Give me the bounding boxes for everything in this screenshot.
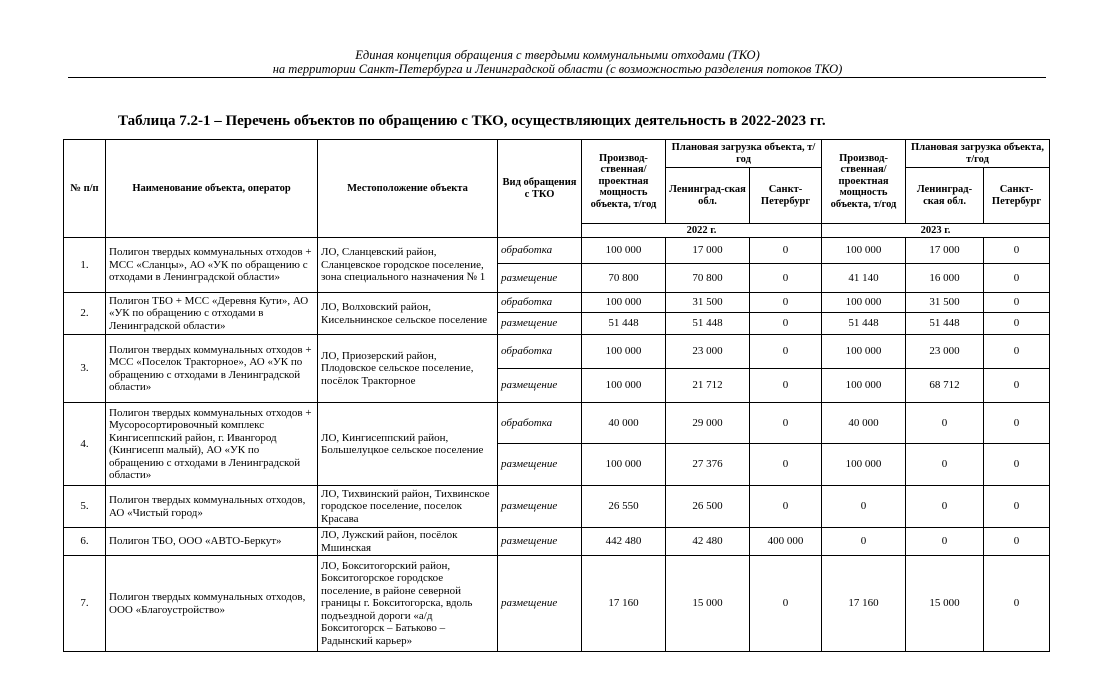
capacity-2022: 100 000 [582, 369, 666, 403]
load-spb-2022: 0 [750, 369, 822, 403]
table-row [64, 528, 1050, 556]
load-lo-2022: 51 448 [666, 313, 750, 335]
capacity-2022: 100 000 [582, 238, 666, 264]
capacity-2022: 100 000 [582, 335, 666, 369]
load-lo-2022: 17 000 [666, 238, 750, 264]
load-spb-2022: 0 [750, 335, 822, 369]
load-spb-2022: 0 [750, 486, 822, 528]
facility-name: Полигон твердых коммунальных отходов, ООО «Благоустройство» [106, 556, 318, 652]
facility-location: ЛО, Лужский район, посёлок Мшинская [318, 528, 498, 556]
load-lo-2023: 51 448 [906, 313, 984, 335]
activity-type: размещение [498, 369, 582, 403]
load-lo-2022: 26 500 [666, 486, 750, 528]
load-lo-2022: 29 000 [666, 403, 750, 444]
capacity-2023: 100 000 [822, 335, 906, 369]
load-spb-2023: 0 [984, 293, 1050, 313]
activity-type: размещение [498, 444, 582, 486]
activity-type: обработка [498, 403, 582, 444]
load-lo-2023: 68 712 [906, 369, 984, 403]
activity-type: обработка [498, 335, 582, 369]
load-lo-2023: 0 [906, 403, 984, 444]
facility-name: Полигон ТБО + МСС «Деревня Кути», АО «УК по обращению с отходами в Ленинградской области» [106, 293, 318, 335]
header-year-2023: 2023 г. [822, 224, 1050, 238]
table-row [64, 556, 1050, 652]
activity-type: обработка [498, 293, 582, 313]
table-row [64, 238, 1050, 264]
capacity-2023: 100 000 [822, 238, 906, 264]
capacity-2023: 51 448 [822, 313, 906, 335]
table-row [64, 335, 1050, 369]
load-lo-2022: 21 712 [666, 369, 750, 403]
load-spb-2022: 0 [750, 313, 822, 335]
load-spb-2022: 0 [750, 293, 822, 313]
facility-name: Полигон твердых коммунальных отходов + МСС «Сланцы», АО «УК по обращению с отходами в Ленинградской области» [106, 238, 318, 293]
facilities-table [63, 139, 1050, 652]
header-activity: Вид обращения с ТКО [498, 140, 582, 238]
load-spb-2022: 0 [750, 238, 822, 264]
row-number: 2. [64, 293, 106, 335]
facility-location: ЛО, Сланцевский район, Сланцевское городское поселение, зона специального назначения № 1 [318, 238, 498, 293]
capacity-2022: 17 160 [582, 556, 666, 652]
activity-type: обработка [498, 238, 582, 264]
running-header-line-2: на территории Санкт-Петербурга и Ленинградской области (с возможностью разделения потоков ТКО) [272, 62, 843, 76]
activity-type: размещение [498, 264, 582, 293]
header-name: Наименование объекта, оператор [106, 140, 318, 238]
capacity-2022: 442 480 [582, 528, 666, 556]
table-caption: Таблица 7.2-1 – Перечень объектов по обращению с ТКО, осуществляющих деятельность в 2022-2023 гг. [118, 113, 826, 129]
load-spb-2023: 0 [984, 369, 1050, 403]
load-lo-2023: 31 500 [906, 293, 984, 313]
header-location: Местоположение объекта [318, 140, 498, 238]
capacity-2023: 100 000 [822, 369, 906, 403]
capacity-2022: 100 000 [582, 444, 666, 486]
load-spb-2022: 400 000 [750, 528, 822, 556]
load-spb-2023: 0 [984, 313, 1050, 335]
facility-location: ЛО, Кингисеппский район, Большелуцкое сельское поселение [318, 403, 498, 486]
header-num: № п/п [64, 140, 106, 238]
header-lo-2022: Ленинград-ская обл. [666, 168, 750, 224]
load-lo-2023: 17 000 [906, 238, 984, 264]
capacity-2022: 40 000 [582, 403, 666, 444]
table-row [64, 403, 1050, 444]
load-lo-2022: 31 500 [666, 293, 750, 313]
activity-type: размещение [498, 313, 582, 335]
load-lo-2022: 23 000 [666, 335, 750, 369]
capacity-2022: 26 550 [582, 486, 666, 528]
capacity-2023: 40 000 [822, 403, 906, 444]
header-spb-2023: Санкт-Петербург [984, 168, 1050, 224]
activity-type: размещение [498, 556, 582, 652]
facility-location: ЛО, Бокситогорский район, Бокситогорское городское поселение, в районе северной границы г. Бокситогорска, вдоль подъездной дороги «а/д Бокситогорск – Батьково – Радынский карьер» [318, 556, 498, 652]
facility-location: ЛО, Приозерский район, Плодовское сельское поселение, посёлок Тракторное [318, 335, 498, 403]
capacity-2022: 70 800 [582, 264, 666, 293]
row-number: 6. [64, 528, 106, 556]
table-row [64, 486, 1050, 528]
load-spb-2022: 0 [750, 264, 822, 293]
load-spb-2023: 0 [984, 238, 1050, 264]
activity-type: размещение [498, 528, 582, 556]
load-lo-2022: 42 480 [666, 528, 750, 556]
header-rule [68, 77, 1046, 78]
row-number: 3. [64, 335, 106, 403]
load-spb-2022: 0 [750, 556, 822, 652]
load-spb-2023: 0 [984, 264, 1050, 293]
capacity-2023: 100 000 [822, 444, 906, 486]
header-planned-load-2023: Плановая загрузка объекта, т/год [906, 140, 1050, 168]
facility-name: Полигон ТБО, ООО «АВТО-Беркут» [106, 528, 318, 556]
header-planned-load-2022: Плановая загрузка объекта, т/год [666, 140, 822, 168]
load-spb-2023: 0 [984, 556, 1050, 652]
load-spb-2022: 0 [750, 403, 822, 444]
load-spb-2022: 0 [750, 444, 822, 486]
header-capacity-2022: Производ-ственная/ проектная мощность объекта, т/год [582, 140, 666, 224]
load-lo-2023: 15 000 [906, 556, 984, 652]
load-spb-2023: 0 [984, 335, 1050, 369]
facility-name: Полигон твердых коммунальных отходов + Мусоросортировочный комплекс Кингисеппский район, г. Ивангород (Кингисепп малый), АО «УК по обращению с отходами в Ленинградской области» [106, 403, 318, 486]
load-spb-2023: 0 [984, 528, 1050, 556]
capacity-2023: 0 [822, 486, 906, 528]
capacity-2023: 17 160 [822, 556, 906, 652]
facility-location: ЛО, Волховский район, Кисельнинское сельское поселение [318, 293, 498, 335]
load-spb-2023: 0 [984, 403, 1050, 444]
facility-name: Полигон твердых коммунальных отходов, АО «Чистый город» [106, 486, 318, 528]
load-spb-2023: 0 [984, 444, 1050, 486]
facility-name: Полигон твердых коммунальных отходов + МСС «Поселок Тракторное», АО «УК по обращению с отходами в Ленинградской области» [106, 335, 318, 403]
header-spb-2022: Санкт-Петербург [750, 168, 822, 224]
facility-location: ЛО, Тихвинский район, Тихвинское городское поселение, поселок Красава [318, 486, 498, 528]
row-number: 5. [64, 486, 106, 528]
capacity-2023: 100 000 [822, 293, 906, 313]
header-lo-2023: Ленинград-ская обл. [906, 168, 984, 224]
capacity-2022: 100 000 [582, 293, 666, 313]
row-number: 7. [64, 556, 106, 652]
load-lo-2023: 16 000 [906, 264, 984, 293]
load-spb-2023: 0 [984, 486, 1050, 528]
load-lo-2022: 15 000 [666, 556, 750, 652]
load-lo-2022: 27 376 [666, 444, 750, 486]
table-row [64, 293, 1050, 313]
header-capacity-2023: Производ-ственная/ проектная мощность объекта, т/год [822, 140, 906, 224]
load-lo-2023: 0 [906, 486, 984, 528]
load-lo-2023: 0 [906, 444, 984, 486]
load-lo-2022: 70 800 [666, 264, 750, 293]
load-lo-2023: 0 [906, 528, 984, 556]
capacity-2023: 41 140 [822, 264, 906, 293]
running-header [70, 48, 1045, 76]
row-number: 4. [64, 403, 106, 486]
header-year-2022: 2022 г. [582, 224, 822, 238]
row-number: 1. [64, 238, 106, 293]
load-lo-2023: 23 000 [906, 335, 984, 369]
running-header-line-1: Единая концепция обращения с твердыми коммунальными отходами (ТКО) [355, 48, 760, 62]
activity-type: размещение [498, 486, 582, 528]
capacity-2023: 0 [822, 528, 906, 556]
capacity-2022: 51 448 [582, 313, 666, 335]
